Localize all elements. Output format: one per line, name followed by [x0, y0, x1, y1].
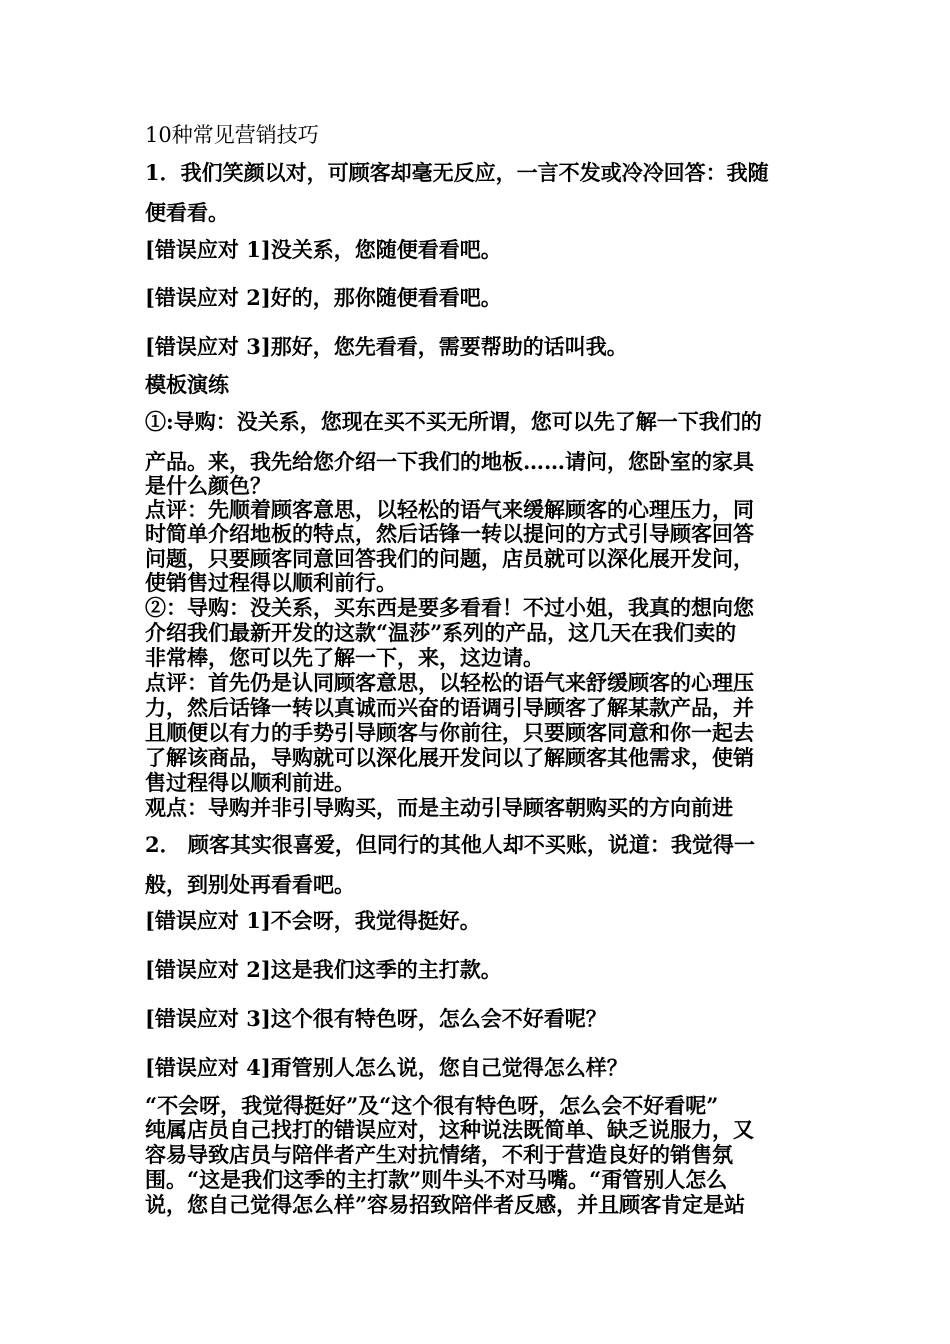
question-1-line-1: 1．我们笑颜以对，可顾客却毫无反应，一言不发或冷冷回答：我随 — [145, 160, 769, 185]
template-heading: 模板演练 — [145, 372, 229, 397]
demo-2-line-1: ②：导购：没关系，买东西是要多看看！不过小姐，我真的想向您 — [145, 595, 754, 620]
analysis-line-2: 纯属店员自己找打的错误应对，这种说法既简单、缺乏说服力，又 — [145, 1117, 754, 1142]
analysis-line-3: 容易导致店员与陪伴者产生对抗情绪，不利于营造良好的销售氛 — [145, 1142, 733, 1167]
wrong-response-2: [错误应对 2]好的，那你随便看看吧。 — [145, 285, 502, 310]
comment-2-line-3: 且顺便以有力的手势引导顾客与你前往，只要顾客同意和你一起去 — [145, 720, 754, 745]
analysis-line-4: 围。“这是我们这季的主打款”则牛头不对马嘴。“甭管别人怎么 — [145, 1167, 728, 1192]
doc-title: 10种常见营销技巧 — [145, 123, 319, 147]
question-2-line-1: 2． 顾客其实很喜爱，但同行的其他人却不买账，说道：我觉得一 — [145, 832, 755, 857]
question-1-line-2: 便看看。 — [145, 200, 229, 225]
viewpoint: 观点：导购并非引导购买，而是主动引导顾客朝购买的方向前进 — [145, 795, 733, 820]
demo-2-line-2: 介绍我们最新开发的这款“温莎”系列的产品，这几天在我们卖的 — [145, 620, 737, 645]
demo-1-line-1: ①:导购：没关系，您现在买不买无所谓，您可以先了解一下我们的 — [145, 409, 762, 434]
comment-2-line-1: 点评：首先仍是认同顾客意思，以轻松的语气来舒缓顾客的心理压 — [145, 670, 754, 695]
comment-1-line-1: 点评：先顺着顾客意思，以轻松的语气来缓解顾客的心理压力，同 — [145, 497, 754, 522]
wrong-response-2-3: [错误应对 3]这个很有特色呀，怎么会不好看呢？ — [145, 1006, 607, 1031]
comment-2-line-4: 了解该商品，导购就可以深化展开发问以了解顾客其他需求，使销 — [145, 745, 754, 770]
question-2-line-2: 般，到别处再看看吧。 — [145, 872, 355, 897]
comment-1-line-2: 时简单介绍地板的特点，然后话锋一转以提问的方式引导顾客回答 — [145, 521, 754, 546]
comment-1-line-3: 问题，只要顾客同意回答我们的问题，店员就可以深化展开发问， — [145, 546, 754, 571]
comment-2-line-2: 力，然后话锋一转以真诚而兴奋的语调引导顾客了解某款产品，并 — [145, 695, 754, 720]
comment-1-line-4: 使销售过程得以顺利前行。 — [145, 570, 397, 595]
wrong-response-3: [错误应对 3]那好，您先看看，需要帮助的话叫我。 — [145, 334, 628, 359]
analysis-line-1: “不会呀，我觉得挺好”及“这个很有特色呀，怎么会不好看呢” — [145, 1093, 719, 1118]
comment-2-line-5: 售过程得以顺利前进。 — [145, 770, 355, 795]
wrong-response-2-2: [错误应对 2]这是我们这季的主打款。 — [145, 957, 502, 982]
demo-1-line-2: 产品。来，我先给您介绍一下我们的地板……请问，您卧室的家具 — [145, 449, 754, 474]
demo-1-line-3: 是什么颜色？ — [145, 473, 271, 498]
wrong-response-2-4: [错误应对 4]甭管别人怎么说，您自己觉得怎么样？ — [145, 1055, 628, 1080]
analysis-line-5: 说，您自己觉得怎么样”容易招致陪伴者反感，并且顾客肯定是站 — [145, 1192, 746, 1217]
demo-2-line-3: 非常棒，您可以先了解一下，来，这边请。 — [145, 645, 544, 670]
wrong-response-1: [错误应对 1]没关系，您随便看看吧。 — [145, 237, 502, 262]
wrong-response-2-1: [错误应对 1]不会呀，我觉得挺好。 — [145, 908, 481, 933]
